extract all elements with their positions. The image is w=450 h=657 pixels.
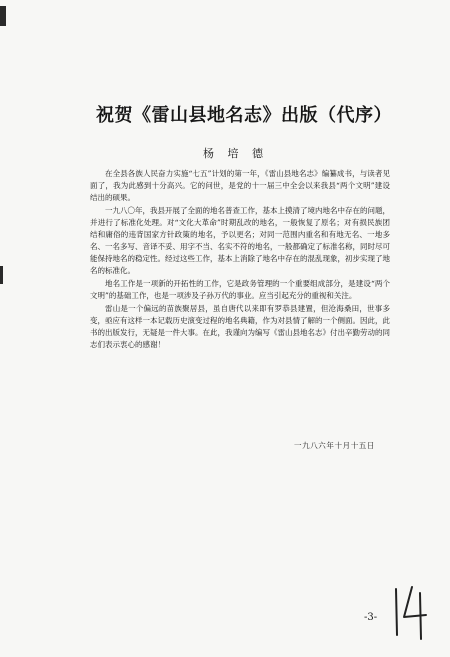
- body-text: [90, 168, 390, 351]
- paragraph: 地名工作是一项新的开拓性的工作，它是政务管理的一个重要组成部分，是建设“两个文明”的基础工作，也是一项涉及子孙万代的事业。应当引起充分的重视和关注。: [90, 278, 390, 300]
- paragraph: 一九八〇年，我县开展了全面的地名普查工作，基本上摸清了境内地名中存在的问题，并进行了标准化处理。对“文化大革命”时期乱改的地名，一般恢复了原名；对有损民族团结和庸俗的违背国家方针政策的地名，予以更名；对同一范围内重名和有地无名、一地多名、一名多写、音译不妥、用字不当、名实不符的地名，一般都确定了标准名称，同时尽可能保持地名的稳定性。经过这些工作，基本上消除了地名中存在的混乱现象，初步实现了地名的标准化。: [90, 205, 390, 276]
- page-number: -3-: [364, 612, 378, 623]
- paragraph: 雷山是一个偏远的苗族聚居县，虽自唐代以来即有罗恭县建置，但沧海桑田，世事多变，亟应有这样一本记载历史演变过程的地名典籍，作为对县情了解的一个侧面。因此，此书的出版发行，无疑是一件大事。在此，我谨向为编写《雷山县地名志》付出辛勤劳动的同志们表示衷心的感谢！: [90, 303, 390, 349]
- signature-date: 一九八六年十月十五日: [294, 441, 375, 450]
- handwritten-page-number: [390, 583, 430, 641]
- author-name: 杨 培 德: [203, 147, 268, 160]
- page-title: 祝贺《雷山县地名志》出版（代序）: [96, 105, 392, 126]
- binding-edge-mark: [0, 266, 3, 284]
- binding-edge-mark: [0, 6, 6, 26]
- paragraph: 在全县各族人民奋力实施“七五”计划的第一年，《雷山县地名志》编纂成书，与读者见面了，我为此感到十分高兴。它的问世，是党的十一届三中全会以来我县“两个文明”建设结出的硕果。: [90, 169, 390, 203]
